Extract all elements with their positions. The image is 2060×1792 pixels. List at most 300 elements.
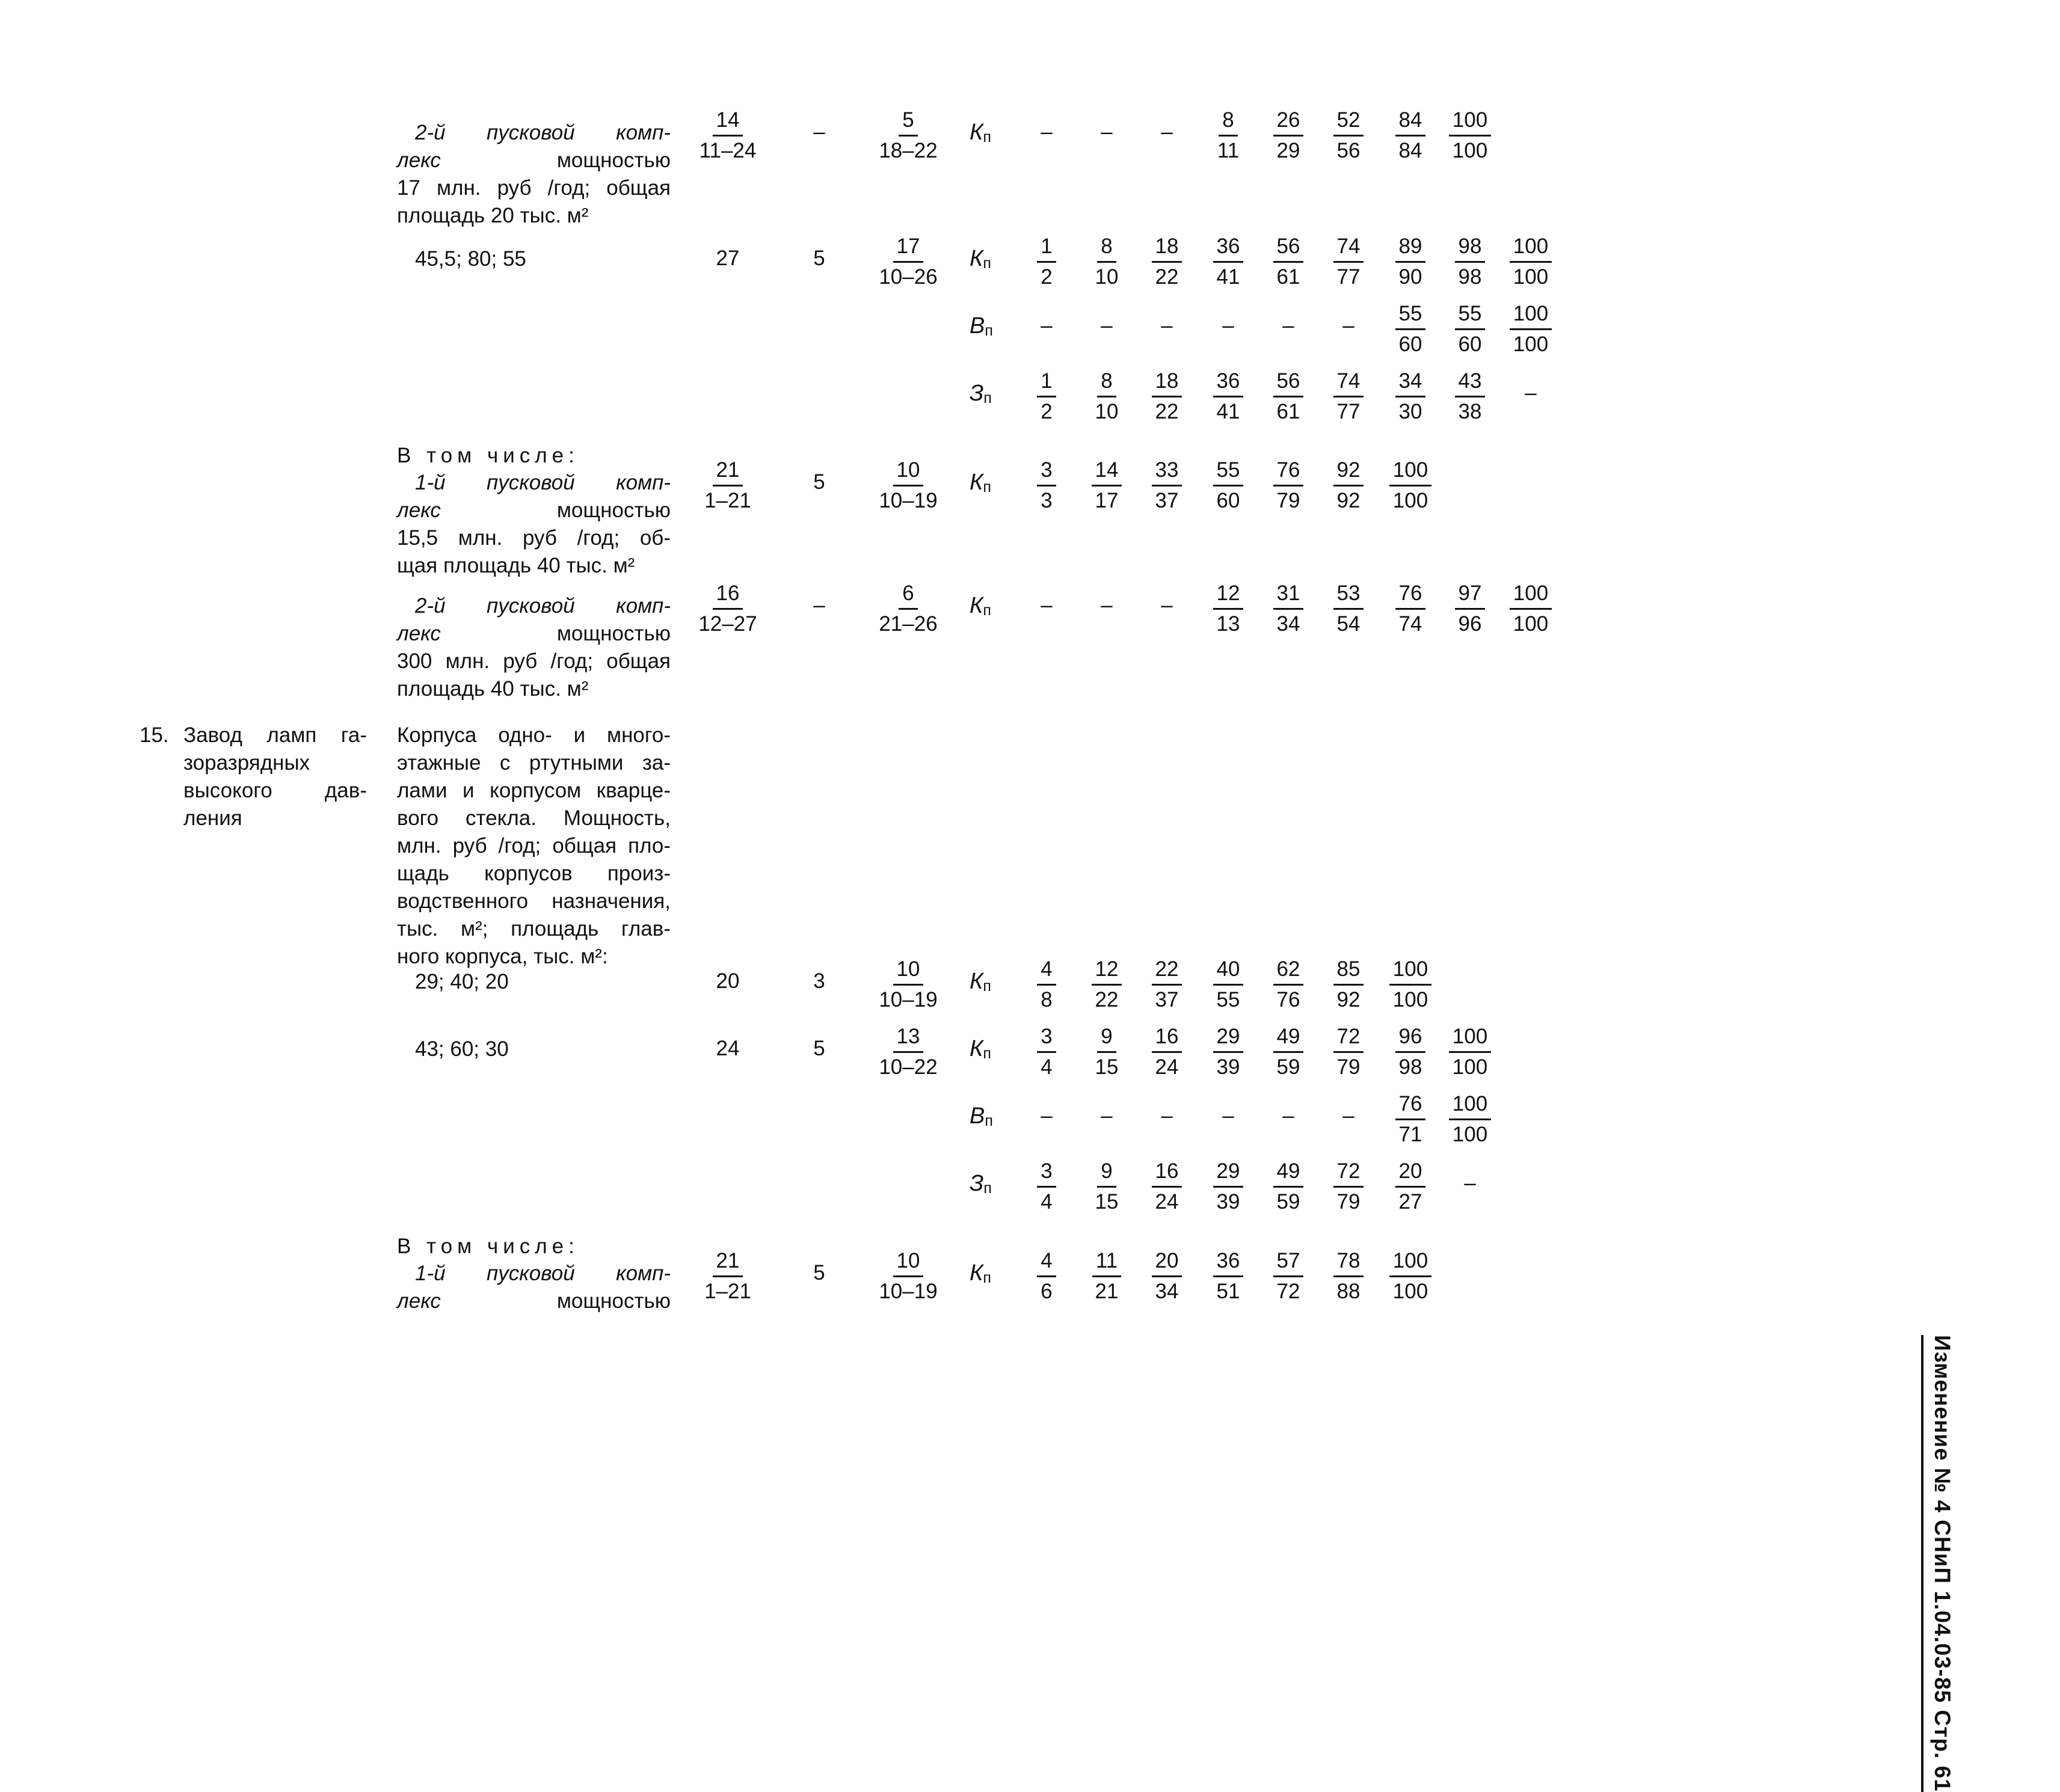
percent-cell-numerator: 85 — [1333, 956, 1364, 986]
percent-cell-denominator: 6 — [1041, 1280, 1053, 1303]
norm-duration-denominator: 1–21 — [704, 1280, 751, 1303]
percent-cell — [1312, 1248, 1385, 1305]
percent-cell-denominator: 39 — [1216, 1055, 1240, 1079]
percent-cell-denominator: 17 — [1095, 489, 1119, 512]
percent-cell-denominator: 79 — [1336, 1055, 1361, 1079]
coefficient-letter: К — [970, 120, 983, 145]
construction-period-denominator: 10–19 — [879, 1280, 938, 1303]
percent-cell — [1312, 1158, 1385, 1215]
percent-cell-numerator: 96 — [1395, 1023, 1426, 1053]
norm-duration-numerator: 14 — [713, 107, 743, 137]
percent-cell-numerator: 53 — [1333, 580, 1364, 610]
construction-period-numerator: 10 — [893, 956, 924, 986]
percent-cell-denominator: 77 — [1336, 265, 1361, 289]
percent-cell — [1434, 368, 1506, 425]
percent-cell-numerator: 34 — [1395, 368, 1426, 397]
percent-cell-dash: – — [1342, 1104, 1354, 1128]
percent-cell-numerator: 14 — [1092, 457, 1122, 486]
coefficient-subscript: п — [983, 1180, 992, 1197]
percent-cell — [1495, 580, 1567, 637]
construction-period — [872, 457, 944, 514]
construction-period-numerator: 10 — [893, 1248, 924, 1277]
description-line: 15,5 млн. руб /год; об- — [397, 526, 671, 550]
percent-cell-denominator: 56 — [1336, 139, 1361, 162]
percent-cell-numerator: 89 — [1395, 233, 1426, 263]
percent-cell-denominator: 39 — [1216, 1190, 1240, 1214]
percent-cell-denominator: 4 — [1041, 1055, 1053, 1079]
percent-cell-denominator: 100 — [1392, 489, 1428, 512]
coefficient-symbol — [970, 313, 993, 344]
percent-cell-denominator: 92 — [1336, 988, 1361, 1011]
percent-cell-denominator: 10 — [1095, 265, 1119, 289]
percent-cell-dash: – — [1222, 1104, 1234, 1128]
coefficient-subscript: п — [983, 602, 991, 619]
percent-cell-denominator: 2 — [1041, 400, 1053, 423]
percent-cell-numerator: 49 — [1273, 1158, 1304, 1188]
percent-cell-dash: – — [1222, 314, 1234, 337]
description-line: 2-й пусковой комп- — [415, 121, 671, 144]
percent-cell-denominator: 79 — [1336, 1190, 1361, 1214]
percent-cell-denominator: 74 — [1398, 612, 1422, 636]
coefficient-symbol — [970, 119, 991, 150]
percent-cell-denominator: 8 — [1041, 988, 1053, 1011]
percent-cell-numerator: 12 — [1092, 956, 1122, 986]
construction-period — [872, 107, 944, 164]
row-description — [397, 722, 671, 971]
prep-period: 5 — [813, 247, 825, 270]
percent-cell-denominator: 76 — [1276, 988, 1300, 1011]
percent-cell — [1312, 368, 1385, 425]
percent-cell-numerator: 29 — [1213, 1158, 1244, 1188]
percent-cell-numerator: 12 — [1213, 580, 1244, 610]
percent-cell-denominator: 38 — [1458, 400, 1482, 423]
construction-period-denominator: 10–26 — [879, 265, 938, 289]
coefficient-symbol — [970, 968, 991, 999]
percent-cell-numerator: 100 — [1449, 1091, 1491, 1120]
percent-cell-dash: – — [1041, 594, 1053, 617]
percent-cell-dash: – — [1041, 120, 1053, 144]
percent-cell-denominator: 100 — [1452, 139, 1488, 162]
percent-cell-denominator: 41 — [1216, 400, 1240, 423]
percent-cell-denominator: 22 — [1095, 988, 1119, 1011]
percent-cell-denominator: 15 — [1095, 1190, 1119, 1214]
description-line — [397, 147, 671, 174]
norm-duration-numerator: 21 — [713, 457, 743, 486]
percent-cell-numerator: 36 — [1213, 368, 1244, 397]
percent-cell-numerator: 8 — [1097, 368, 1116, 397]
percent-cell-denominator: 13 — [1216, 612, 1240, 636]
percent-cell-denominator: 72 — [1276, 1280, 1300, 1303]
percent-cell — [1374, 457, 1447, 514]
description-line: Корпуса одно- и много- — [397, 723, 671, 747]
percent-cell-denominator: 61 — [1276, 400, 1300, 423]
coefficient-symbol — [970, 1036, 991, 1067]
row-description — [397, 469, 671, 580]
construction-period-denominator: 21–26 — [879, 612, 938, 636]
percent-cell-numerator: 57 — [1273, 1248, 1304, 1277]
percent-cell-numerator: 16 — [1152, 1158, 1182, 1188]
prep-period-dash: – — [813, 594, 825, 617]
construction-period — [872, 233, 944, 290]
coefficient-letter: В — [970, 313, 985, 339]
percent-cell-numerator: 29 — [1213, 1023, 1244, 1053]
percent-cell-denominator: 21 — [1095, 1280, 1119, 1303]
construction-period — [872, 580, 944, 637]
percent-cell-numerator: 31 — [1273, 580, 1304, 610]
percent-cell-dash: – — [1342, 314, 1354, 337]
item-name-line: зоразрядных — [183, 751, 310, 775]
coefficient-symbol — [970, 245, 991, 277]
row-description — [397, 119, 671, 230]
percent-cell-numerator: 40 — [1213, 956, 1244, 986]
description-line: ного корпуса, тыс. м²: — [397, 945, 608, 968]
prep-period: 5 — [813, 470, 825, 494]
percent-cell-numerator: 11 — [1092, 1248, 1121, 1277]
percent-cell-denominator: 30 — [1398, 400, 1422, 423]
percent-cell-numerator: 100 — [1389, 1248, 1431, 1277]
row-label: 45,5; 80; 55 — [415, 247, 526, 271]
percent-cell-numerator: 56 — [1273, 233, 1304, 263]
percent-cell-dash: – — [1101, 314, 1113, 337]
percent-cell-denominator: 71 — [1398, 1123, 1422, 1146]
percent-cell-denominator: 59 — [1276, 1190, 1300, 1214]
percent-cell-denominator: 59 — [1276, 1055, 1300, 1079]
description-line: млн. руб /год; общая пло- — [397, 834, 671, 858]
description-word: мощностью — [556, 1289, 671, 1313]
percent-cell-numerator: 18 — [1152, 233, 1182, 263]
percent-cell-numerator: 8 — [1097, 233, 1116, 263]
percent-cell-numerator: 55 — [1213, 457, 1244, 486]
percent-cell-denominator: 100 — [1452, 1123, 1488, 1146]
coefficient-letter: К — [970, 969, 983, 994]
coefficient-letter: К — [970, 1260, 983, 1286]
percent-cell-denominator: 98 — [1458, 265, 1482, 289]
percent-cell-denominator: 92 — [1336, 489, 1361, 512]
description-line — [397, 497, 671, 524]
percent-cell-dash: – — [1041, 1104, 1053, 1128]
percent-cell-numerator: 76 — [1395, 580, 1426, 610]
percent-cell-numerator: 84 — [1395, 107, 1426, 137]
coefficient-letter: К — [970, 1036, 983, 1061]
percent-cell-numerator: 76 — [1273, 457, 1304, 486]
coefficient-letter: З — [970, 1171, 984, 1196]
norm-duration — [692, 1248, 764, 1305]
percent-cell-dash: – — [1282, 314, 1294, 337]
percent-cell-numerator: 20 — [1152, 1248, 1182, 1277]
description-line: тыс. м²; площадь глав- — [397, 917, 671, 940]
percent-cell-numerator: 26 — [1273, 107, 1304, 137]
construction-period-denominator: 10–22 — [879, 1055, 938, 1079]
percent-cell-denominator: 60 — [1398, 333, 1422, 356]
percent-cell — [1312, 1023, 1385, 1081]
percent-cell-numerator: 18 — [1152, 368, 1182, 397]
coefficient-letter: З — [970, 381, 984, 406]
coefficient-symbol — [970, 380, 992, 411]
percent-cell-numerator: 100 — [1510, 301, 1552, 330]
description-word: мощностью — [556, 499, 671, 522]
construction-period — [872, 1023, 944, 1081]
percent-cell-numerator: 56 — [1273, 368, 1304, 397]
construction-period-numerator: 6 — [899, 580, 917, 610]
percent-cell-denominator: 61 — [1276, 265, 1300, 289]
percent-cell — [1434, 1091, 1506, 1148]
percent-cell-numerator: 97 — [1455, 580, 1486, 610]
percent-cell-denominator: 100 — [1513, 333, 1549, 356]
percent-cell-dash: – — [1161, 314, 1173, 337]
percent-cell-dash: – — [1101, 594, 1113, 617]
percent-cell-denominator: 96 — [1458, 612, 1482, 636]
percent-cell-denominator: 84 — [1398, 139, 1422, 162]
percent-cell-dash: – — [1525, 381, 1537, 405]
construction-period-denominator: 10–19 — [879, 489, 938, 512]
percent-cell-numerator: 36 — [1213, 1248, 1244, 1277]
coefficient-subscript: п — [983, 479, 991, 496]
percent-cell-numerator: 36 — [1213, 233, 1244, 263]
coefficient-letter: К — [970, 470, 983, 495]
percent-cell-numerator: 49 — [1273, 1023, 1304, 1053]
item-name-line: Завод ламп га- — [183, 723, 367, 747]
percent-cell-denominator: 34 — [1155, 1280, 1179, 1303]
percent-cell-denominator: 51 — [1216, 1280, 1240, 1303]
percent-cell-denominator: 88 — [1336, 1280, 1361, 1303]
row-description — [397, 1260, 671, 1315]
percent-cell-numerator: 98 — [1455, 233, 1486, 263]
percent-cell-denominator: 60 — [1216, 489, 1240, 512]
percent-cell-denominator: 27 — [1398, 1190, 1422, 1214]
description-line — [397, 1287, 671, 1315]
percent-cell-dash: – — [1161, 120, 1173, 144]
coefficient-symbol — [970, 469, 991, 500]
prep-period: 5 — [813, 1037, 825, 1060]
percent-cell-denominator: 2 — [1041, 265, 1053, 289]
description-line: площадь 20 тыс. м² — [397, 204, 589, 227]
description-word: лекс — [397, 622, 441, 645]
coefficient-subscript: п — [983, 1269, 991, 1286]
norm-duration-denominator: 12–27 — [698, 612, 757, 636]
row-description — [397, 592, 671, 703]
coefficient-subscript: п — [983, 390, 992, 407]
description-line: 300 млн. руб /год; общая — [397, 649, 671, 673]
percent-cell — [1312, 107, 1385, 164]
coefficient-symbol — [970, 1260, 991, 1291]
percent-cell-numerator: 4 — [1037, 1248, 1056, 1277]
percent-cell — [1434, 107, 1506, 164]
prep-period-dash: – — [813, 120, 825, 144]
percent-cell-denominator: 22 — [1155, 400, 1179, 423]
description-line: водственного назначения, — [397, 889, 671, 913]
percent-cell-dash: – — [1464, 1171, 1476, 1195]
percent-cell-numerator: 72 — [1333, 1023, 1364, 1053]
percent-cell-denominator: 90 — [1398, 265, 1422, 289]
construction-period-numerator: 13 — [893, 1023, 924, 1053]
percent-cell-dash: – — [1161, 1104, 1173, 1128]
norm-duration-denominator: 11–24 — [699, 139, 757, 162]
percent-cell-numerator: 55 — [1395, 301, 1426, 330]
construction-period-numerator: 10 — [893, 457, 924, 486]
percent-cell — [1312, 580, 1385, 637]
coefficient-subscript: п — [983, 129, 991, 146]
percent-cell-numerator: 4 — [1037, 956, 1056, 986]
percent-cell-denominator: 29 — [1276, 139, 1300, 162]
prep-period: 3 — [813, 969, 825, 993]
description-line: щадь корпусов произ- — [397, 862, 671, 885]
description-word: лекс — [397, 149, 441, 172]
percent-cell-denominator: 100 — [1392, 988, 1428, 1011]
percent-cell-dash: – — [1101, 1104, 1113, 1128]
percent-cell-numerator: 100 — [1510, 233, 1552, 263]
percent-cell-numerator: 100 — [1449, 1023, 1491, 1053]
percent-cell-numerator: 33 — [1152, 457, 1182, 486]
construction-period — [872, 1248, 944, 1305]
percent-cell-denominator: 10 — [1095, 400, 1119, 423]
description-line: этажные с ртутными за- — [397, 751, 671, 775]
percent-cell — [1312, 956, 1385, 1013]
percent-cell — [1495, 301, 1567, 358]
percent-cell-numerator: 100 — [1389, 956, 1431, 986]
description-line: 2-й пусковой комп- — [415, 594, 671, 618]
percent-cell-denominator: 98 — [1398, 1055, 1422, 1079]
percent-cell-denominator: 100 — [1392, 1280, 1428, 1303]
percent-cell-numerator: 92 — [1333, 457, 1364, 486]
percent-cell-denominator: 100 — [1513, 612, 1549, 636]
percent-cell-numerator: 22 — [1152, 956, 1182, 986]
percent-cell-denominator: 37 — [1155, 988, 1179, 1011]
percent-cell-numerator: 74 — [1333, 368, 1364, 397]
description-line: 1-й пусковой комп- — [415, 471, 671, 494]
description-word: мощностью — [556, 622, 671, 645]
percent-cell — [1495, 233, 1567, 290]
construction-period-denominator: 18–22 — [879, 139, 938, 162]
construction-period — [872, 956, 944, 1013]
percent-cell-numerator: 9 — [1097, 1023, 1116, 1053]
percent-cell-dash: – — [1041, 314, 1053, 337]
percent-cell — [1434, 1023, 1506, 1081]
construction-period-numerator: 17 — [893, 233, 924, 263]
section-heading: В том числе: — [397, 444, 579, 467]
margin-note: Изменение № 4 СНиП 1.04.03-85 Стр. 61 — [1921, 1335, 1955, 1792]
prep-period: 5 — [813, 1261, 825, 1284]
percent-cell-denominator: 24 — [1155, 1055, 1179, 1079]
section-heading: В том числе: — [397, 1235, 579, 1258]
row-label: 43; 60; 30 — [415, 1037, 509, 1061]
norm-duration — [692, 457, 764, 514]
percent-cell-denominator: 15 — [1095, 1055, 1119, 1079]
percent-cell-numerator: 76 — [1395, 1091, 1426, 1120]
percent-cell-numerator: 72 — [1333, 1158, 1364, 1188]
coefficient-subscript: п — [983, 255, 991, 272]
row-label: 29; 40; 20 — [415, 970, 509, 993]
norm-duration-numerator: 21 — [713, 1248, 743, 1277]
percent-cell-denominator: 60 — [1458, 333, 1482, 356]
percent-cell — [1312, 233, 1385, 290]
norm-duration: 27 — [716, 247, 740, 270]
percent-cell-denominator: 77 — [1336, 400, 1361, 423]
coefficient-symbol — [970, 592, 991, 624]
percent-cell-denominator: 54 — [1336, 612, 1361, 636]
norm-duration — [692, 580, 764, 637]
percent-cell-denominator: 34 — [1276, 612, 1300, 636]
percent-cell — [1374, 1248, 1447, 1305]
percent-cell-numerator: 62 — [1273, 956, 1304, 986]
coefficient-subscript: п — [983, 1045, 991, 1062]
item-name — [183, 722, 367, 832]
percent-cell-denominator: 24 — [1155, 1190, 1179, 1214]
description-line: 17 млн. руб /год; общая — [397, 176, 671, 200]
percent-cell-numerator: 78 — [1333, 1248, 1364, 1277]
coefficient-symbol — [970, 1170, 992, 1201]
coefficient-letter: К — [970, 593, 983, 618]
percent-cell-numerator: 100 — [1449, 107, 1491, 137]
description-word: мощностью — [556, 149, 671, 172]
percent-cell-numerator: 100 — [1510, 580, 1552, 610]
coefficient-letter: В — [970, 1103, 985, 1129]
percent-cell-dash: – — [1161, 594, 1173, 617]
item-number: 15. — [140, 723, 169, 747]
description-word: лекс — [397, 1289, 441, 1313]
coefficient-subscript: п — [985, 1112, 993, 1129]
construction-period-denominator: 10–19 — [879, 988, 938, 1011]
percent-cell-denominator: 11 — [1217, 139, 1240, 162]
percent-cell-denominator: 22 — [1155, 265, 1179, 289]
percent-cell-numerator: 100 — [1389, 457, 1431, 486]
percent-cell-denominator: 55 — [1216, 988, 1240, 1011]
norm-duration-denominator: 1–21 — [704, 489, 751, 512]
coefficient-letter: К — [970, 246, 983, 271]
percent-cell — [1374, 956, 1447, 1013]
percent-cell — [1312, 457, 1385, 514]
percent-cell-denominator: 37 — [1155, 489, 1179, 512]
percent-cell-numerator: 3 — [1037, 457, 1056, 486]
percent-cell-numerator: 8 — [1219, 107, 1237, 137]
percent-cell-denominator: 3 — [1041, 489, 1053, 512]
item-name-line: высокого дав- — [183, 779, 367, 802]
percent-cell-denominator: 100 — [1452, 1055, 1488, 1079]
description-line: щая площадь 40 тыс. м² — [397, 554, 635, 577]
percent-cell-numerator: 3 — [1037, 1023, 1056, 1053]
norm-duration-numerator: 16 — [713, 580, 743, 610]
coefficient-symbol — [970, 1103, 993, 1134]
coefficient-subscript: п — [985, 322, 993, 339]
description-line: 1-й пусковой комп- — [415, 1262, 671, 1285]
percent-cell-numerator: 3 — [1037, 1158, 1056, 1188]
percent-cell — [1374, 1158, 1447, 1215]
percent-cell-numerator: 55 — [1455, 301, 1486, 330]
percent-cell-numerator: 9 — [1097, 1158, 1116, 1188]
norm-duration: 24 — [716, 1037, 740, 1060]
coefficient-subscript: п — [983, 978, 991, 995]
percent-cell-numerator: 1 — [1037, 233, 1056, 263]
percent-cell-numerator: 43 — [1455, 368, 1486, 397]
percent-cell-denominator: 4 — [1041, 1190, 1053, 1214]
percent-cell-dash: – — [1101, 120, 1113, 144]
description-line: вого стекла. Мощность, — [397, 806, 671, 830]
description-line: площадь 40 тыс. м² — [397, 677, 589, 701]
description-line: лами и корпусом кварце- — [397, 779, 671, 802]
percent-cell-numerator: 74 — [1333, 233, 1364, 263]
item-name-line: ления — [183, 806, 242, 830]
percent-cell-numerator: 20 — [1395, 1158, 1426, 1188]
percent-cell-numerator: 16 — [1152, 1023, 1182, 1053]
percent-cell-denominator: 41 — [1216, 265, 1240, 289]
description-line — [397, 620, 671, 648]
percent-cell-numerator: 1 — [1037, 368, 1056, 397]
norm-duration: 20 — [716, 969, 740, 993]
norm-duration — [692, 107, 764, 164]
construction-period-numerator: 5 — [899, 107, 917, 137]
percent-cell-denominator: 100 — [1513, 265, 1549, 289]
percent-cell-denominator: 79 — [1276, 489, 1300, 512]
percent-cell-dash: – — [1282, 1104, 1294, 1128]
